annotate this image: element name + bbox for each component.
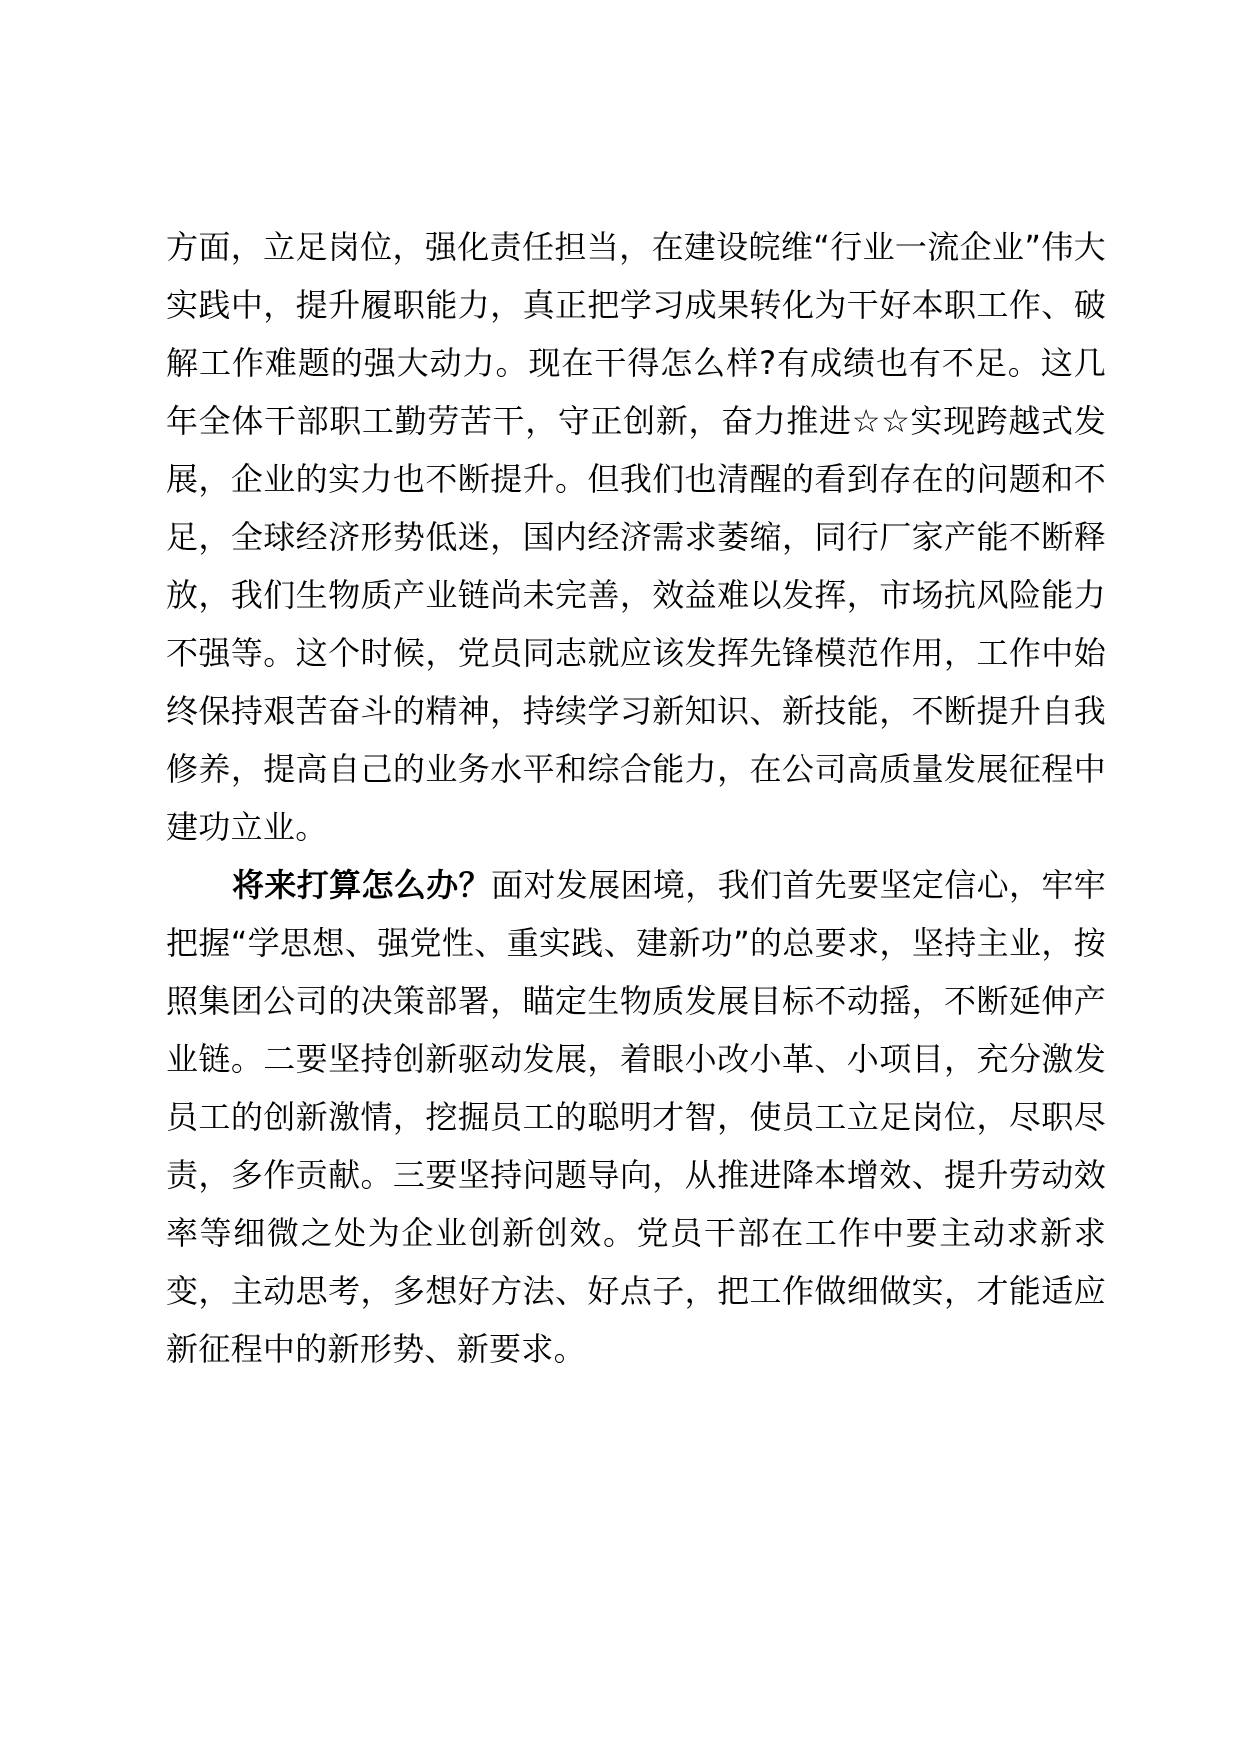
document-body	[166, 218, 1106, 1378]
paragraph-2	[166, 856, 1106, 1378]
paragraph-2-text: 面对发展困境，我们首先要坚定信心，牢牢把握“学思想、强党性、重实践、建新功”的总要求，坚持主业，按照集团公司的决策部署，瞄定生物质发展目标不动摇，不断延伸产业链。二要坚持创新驱动发展，着眼小改小革、小项目，充分激发员工的创新激情，挖掘员工的聪明才智，使员工立足岗位，尽职尽责，多作贡献。三要坚持问题导向，从推进降本增效、提升劳动效率等细微之处为企业创新创效。党员干部在工作中要主动求新求变，主动思考，多想好方法、好点子，把工作做细做实，才能适应新征程中的新形势、新要求。	[166, 866, 1106, 1368]
paragraph-2-lead: 将来打算怎么办？	[232, 866, 491, 904]
paragraph-1-text: 方面，立足岗位，强化责任担当，在建设皖维“行业一流企业”伟大实践中，提升履职能力，真正把学习成果转化为干好本职工作、破解工作难题的强大动力。现在干得怎么样?有成绩也有不足。这几年全体干部职工勤劳苦干，守正创新，奋力推进☆☆实现跨越式发展，企业的实力也不断提升。但我们也清醒的看到存在的问题和不足，全球经济形势低迷，国内经济需求萎缩，同行厂家产能不断释放，我们生物质产业链尚未完善，效益难以发挥，市场抗风险能力不强等。这个时候，党员同志就应该发挥先锋模范作用，工作中始终保持艰苦奋斗的精神，持续学习新知识、新技能，不断提升自我修养，提高自己的业务水平和综合能力，在公司高质量发展征程中建功立业。	[166, 228, 1106, 846]
paragraph-1	[166, 218, 1106, 856]
